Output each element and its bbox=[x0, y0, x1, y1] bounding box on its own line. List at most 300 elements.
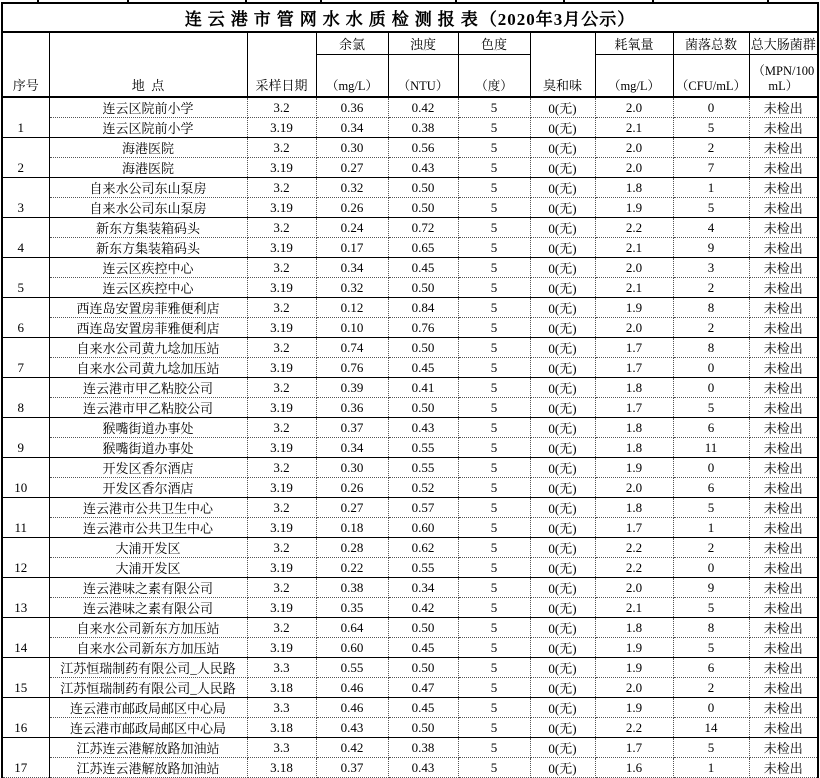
cell-turbidity: 0.57 bbox=[388, 498, 458, 518]
cell-seq: 6 bbox=[2, 298, 49, 338]
cell-colony_count: 8 bbox=[673, 338, 749, 358]
page-title-text: 连云港市管网水水质检测报表 bbox=[184, 10, 484, 29]
cell-seq: 2 bbox=[2, 138, 49, 178]
page-title bbox=[2, 3, 818, 32]
col-header-date: 采样日期 bbox=[247, 32, 316, 97]
cell-total_coliform: 未检出 bbox=[749, 658, 818, 678]
cell-total_coliform: 未检出 bbox=[749, 138, 818, 158]
cell-oxygen_consumption: 1.9 bbox=[595, 298, 673, 318]
cell-date: 3.19 bbox=[247, 198, 316, 218]
cell-odor_taste: 0(无) bbox=[530, 97, 595, 118]
cell-date: 3.2 bbox=[247, 97, 316, 118]
table-row bbox=[2, 358, 818, 378]
cell-location: 连云区疾控中心 bbox=[49, 278, 247, 298]
cell-residual_chlorine: 0.36 bbox=[316, 97, 388, 118]
cell-colony_count: 1 bbox=[673, 178, 749, 198]
cell-colony_count: 5 bbox=[673, 198, 749, 218]
cell-location: 自来水公司新东方加压站 bbox=[49, 618, 247, 638]
table-row bbox=[2, 298, 818, 318]
table-row bbox=[2, 638, 818, 658]
table-row bbox=[2, 398, 818, 418]
cell-turbidity: 0.62 bbox=[388, 538, 458, 558]
cell-odor_taste: 0(无) bbox=[530, 458, 595, 478]
cell-turbidity: 0.76 bbox=[388, 318, 458, 338]
cell-seq: 13 bbox=[2, 578, 49, 618]
cell-total_coliform: 未检出 bbox=[749, 258, 818, 278]
table-row bbox=[2, 158, 818, 178]
cell-turbidity: 0.50 bbox=[388, 618, 458, 638]
cell-colony_count: 2 bbox=[673, 538, 749, 558]
cell-seq: 5 bbox=[2, 258, 49, 298]
cell-location: 开发区香尔酒店 bbox=[49, 478, 247, 498]
cell-odor_taste: 0(无) bbox=[530, 338, 595, 358]
cell-colony_count: 0 bbox=[673, 458, 749, 478]
cell-colony_count: 8 bbox=[673, 618, 749, 638]
table-row bbox=[2, 658, 818, 678]
cell-turbidity: 0.45 bbox=[388, 638, 458, 658]
col-unit-colony-count: （CFU/mL） bbox=[673, 55, 749, 98]
cell-residual_chlorine: 0.35 bbox=[316, 598, 388, 618]
cell-odor_taste: 0(无) bbox=[530, 158, 595, 178]
cell-chroma: 5 bbox=[458, 458, 530, 478]
cell-date: 3.2 bbox=[247, 258, 316, 278]
cell-turbidity: 0.65 bbox=[388, 238, 458, 258]
cell-oxygen_consumption: 2.0 bbox=[595, 258, 673, 278]
cell-total_coliform: 未检出 bbox=[749, 758, 818, 778]
cell-oxygen_consumption: 1.7 bbox=[595, 738, 673, 758]
cell-chroma: 5 bbox=[458, 258, 530, 278]
cell-turbidity: 0.38 bbox=[388, 738, 458, 758]
cell-odor_taste: 0(无) bbox=[530, 578, 595, 598]
cell-total_coliform: 未检出 bbox=[749, 178, 818, 198]
cell-chroma: 5 bbox=[458, 238, 530, 258]
cell-date: 3.19 bbox=[247, 598, 316, 618]
cell-residual_chlorine: 0.22 bbox=[316, 558, 388, 578]
cell-colony_count: 0 bbox=[673, 358, 749, 378]
cell-chroma: 5 bbox=[458, 278, 530, 298]
cell-turbidity: 0.50 bbox=[388, 198, 458, 218]
cell-oxygen_consumption: 2.0 bbox=[595, 478, 673, 498]
cell-chroma: 5 bbox=[458, 138, 530, 158]
cell-oxygen_consumption: 2.0 bbox=[595, 97, 673, 118]
cell-total_coliform: 未检出 bbox=[749, 738, 818, 758]
cell-date: 3.19 bbox=[247, 478, 316, 498]
cell-odor_taste: 0(无) bbox=[530, 178, 595, 198]
cell-residual_chlorine: 0.46 bbox=[316, 698, 388, 718]
cell-chroma: 5 bbox=[458, 678, 530, 698]
cell-oxygen_consumption: 1.8 bbox=[595, 618, 673, 638]
cell-colony_count: 5 bbox=[673, 638, 749, 658]
cell-turbidity: 0.45 bbox=[388, 698, 458, 718]
cell-turbidity: 0.45 bbox=[388, 358, 458, 378]
cell-odor_taste: 0(无) bbox=[530, 438, 595, 458]
cell-oxygen_consumption: 2.0 bbox=[595, 138, 673, 158]
cell-colony_count: 5 bbox=[673, 498, 749, 518]
cell-turbidity: 0.72 bbox=[388, 218, 458, 238]
cell-seq: 12 bbox=[2, 538, 49, 578]
cell-residual_chlorine: 0.30 bbox=[316, 138, 388, 158]
table-row bbox=[2, 238, 818, 258]
cell-chroma: 5 bbox=[458, 738, 530, 758]
cell-turbidity: 0.45 bbox=[388, 258, 458, 278]
table-row bbox=[2, 478, 818, 498]
cell-odor_taste: 0(无) bbox=[530, 738, 595, 758]
cell-date: 3.18 bbox=[247, 718, 316, 738]
table-row bbox=[2, 678, 818, 698]
cell-residual_chlorine: 0.34 bbox=[316, 258, 388, 278]
col-unit-total-coliform-line2: mL） bbox=[768, 79, 799, 93]
cell-odor_taste: 0(无) bbox=[530, 318, 595, 338]
table-row bbox=[2, 698, 818, 718]
cell-turbidity: 0.60 bbox=[388, 518, 458, 538]
cell-oxygen_consumption: 1.8 bbox=[595, 378, 673, 398]
cell-turbidity: 0.34 bbox=[388, 578, 458, 598]
col-unit-total-coliform-line1: （MPN/100 bbox=[752, 64, 815, 78]
cell-colony_count: 2 bbox=[673, 278, 749, 298]
cell-oxygen_consumption: 1.9 bbox=[595, 658, 673, 678]
cell-odor_taste: 0(无) bbox=[530, 278, 595, 298]
cell-oxygen_consumption: 1.9 bbox=[595, 458, 673, 478]
cell-date: 3.2 bbox=[247, 578, 316, 598]
title-row bbox=[2, 3, 818, 32]
table-row bbox=[2, 278, 818, 298]
cell-residual_chlorine: 0.32 bbox=[316, 178, 388, 198]
col-header-residual-chlorine: 余氯 bbox=[316, 32, 388, 55]
cell-total_coliform: 未检出 bbox=[749, 158, 818, 178]
cell-residual_chlorine: 0.37 bbox=[316, 758, 388, 778]
cell-total_coliform: 未检出 bbox=[749, 298, 818, 318]
cell-colony_count: 0 bbox=[673, 558, 749, 578]
cell-location: 西连岛安置房菲雅便利店 bbox=[49, 298, 247, 318]
cell-colony_count: 5 bbox=[673, 398, 749, 418]
cell-location: 自来水公司东山泵房 bbox=[49, 198, 247, 218]
cell-oxygen_consumption: 2.2 bbox=[595, 538, 673, 558]
cell-oxygen_consumption: 2.0 bbox=[595, 678, 673, 698]
cell-chroma: 5 bbox=[458, 758, 530, 778]
cell-location: 连云港味之素有限公司 bbox=[49, 578, 247, 598]
table-row bbox=[2, 578, 818, 598]
cell-total_coliform: 未检出 bbox=[749, 318, 818, 338]
cell-date: 3.19 bbox=[247, 558, 316, 578]
cell-residual_chlorine: 0.76 bbox=[316, 358, 388, 378]
cell-oxygen_consumption: 1.8 bbox=[595, 178, 673, 198]
table-body bbox=[2, 97, 818, 778]
cell-date: 3.3 bbox=[247, 738, 316, 758]
cell-oxygen_consumption: 1.7 bbox=[595, 338, 673, 358]
cell-oxygen_consumption: 2.0 bbox=[595, 318, 673, 338]
table-row bbox=[2, 558, 818, 578]
cell-odor_taste: 0(无) bbox=[530, 378, 595, 398]
cell-location: 海港医院 bbox=[49, 158, 247, 178]
cell-residual_chlorine: 0.27 bbox=[316, 158, 388, 178]
cell-oxygen_consumption: 1.8 bbox=[595, 418, 673, 438]
cell-location: 连云港味之素有限公司 bbox=[49, 598, 247, 618]
table-row bbox=[2, 218, 818, 238]
cell-seq: 16 bbox=[2, 698, 49, 738]
cell-residual_chlorine: 0.55 bbox=[316, 658, 388, 678]
cell-total_coliform: 未检出 bbox=[749, 358, 818, 378]
cell-chroma: 5 bbox=[458, 118, 530, 138]
cell-seq: 14 bbox=[2, 618, 49, 658]
cell-oxygen_consumption: 2.2 bbox=[595, 558, 673, 578]
cell-oxygen_consumption: 1.8 bbox=[595, 438, 673, 458]
cell-total_coliform: 未检出 bbox=[749, 278, 818, 298]
cell-chroma: 5 bbox=[458, 598, 530, 618]
cell-residual_chlorine: 0.34 bbox=[316, 118, 388, 138]
table-row bbox=[2, 718, 818, 738]
cell-colony_count: 4 bbox=[673, 218, 749, 238]
table-row bbox=[2, 338, 818, 358]
col-header-seq: 序号 bbox=[2, 32, 49, 97]
cell-chroma: 5 bbox=[458, 198, 530, 218]
cell-turbidity: 0.50 bbox=[388, 658, 458, 678]
cell-colony_count: 11 bbox=[673, 438, 749, 458]
cell-residual_chlorine: 0.30 bbox=[316, 458, 388, 478]
cell-location: 连云港市邮政局邮区中心局 bbox=[49, 698, 247, 718]
cell-total_coliform: 未检出 bbox=[749, 618, 818, 638]
cell-residual_chlorine: 0.34 bbox=[316, 438, 388, 458]
cell-location: 自来水公司新东方加压站 bbox=[49, 638, 247, 658]
cell-odor_taste: 0(无) bbox=[530, 558, 595, 578]
cell-total_coliform: 未检出 bbox=[749, 578, 818, 598]
cell-location: 连云区院前小学 bbox=[49, 97, 247, 118]
cell-oxygen_consumption: 1.8 bbox=[595, 498, 673, 518]
table-row bbox=[2, 138, 818, 158]
table-row bbox=[2, 118, 818, 138]
cell-colony_count: 2 bbox=[673, 138, 749, 158]
table-row bbox=[2, 758, 818, 778]
cell-turbidity: 0.50 bbox=[388, 278, 458, 298]
cell-odor_taste: 0(无) bbox=[530, 218, 595, 238]
cell-odor_taste: 0(无) bbox=[530, 398, 595, 418]
cell-odor_taste: 0(无) bbox=[530, 418, 595, 438]
cell-date: 3.19 bbox=[247, 118, 316, 138]
table-row bbox=[2, 458, 818, 478]
cell-location: 猴嘴街道办事处 bbox=[49, 438, 247, 458]
cell-location: 西连岛安置房菲雅便利店 bbox=[49, 318, 247, 338]
cell-residual_chlorine: 0.38 bbox=[316, 578, 388, 598]
cell-seq: 11 bbox=[2, 498, 49, 538]
cell-turbidity: 0.52 bbox=[388, 478, 458, 498]
cell-colony_count: 8 bbox=[673, 298, 749, 318]
cell-turbidity: 0.50 bbox=[388, 178, 458, 198]
cell-date: 3.2 bbox=[247, 498, 316, 518]
cell-turbidity: 0.43 bbox=[388, 418, 458, 438]
cell-total_coliform: 未检出 bbox=[749, 198, 818, 218]
cell-colony_count: 0 bbox=[673, 378, 749, 398]
cell-residual_chlorine: 0.74 bbox=[316, 338, 388, 358]
cell-date: 3.19 bbox=[247, 358, 316, 378]
header-row-labels bbox=[2, 32, 818, 55]
cell-residual_chlorine: 0.17 bbox=[316, 238, 388, 258]
cell-chroma: 5 bbox=[458, 438, 530, 458]
cell-turbidity: 0.50 bbox=[388, 718, 458, 738]
cell-date: 3.18 bbox=[247, 758, 316, 778]
cell-seq: 15 bbox=[2, 658, 49, 698]
cell-total_coliform: 未检出 bbox=[749, 398, 818, 418]
table-row bbox=[2, 518, 818, 538]
cell-date: 3.2 bbox=[247, 338, 316, 358]
water-quality-table bbox=[1, 2, 819, 778]
col-header-location: 地 点 bbox=[49, 32, 247, 97]
cell-chroma: 5 bbox=[458, 498, 530, 518]
cell-seq: 1 bbox=[2, 97, 49, 138]
cell-turbidity: 0.55 bbox=[388, 458, 458, 478]
cell-seq: 4 bbox=[2, 218, 49, 258]
cell-turbidity: 0.55 bbox=[388, 438, 458, 458]
cell-chroma: 5 bbox=[458, 478, 530, 498]
cell-total_coliform: 未检出 bbox=[749, 718, 818, 738]
cell-odor_taste: 0(无) bbox=[530, 618, 595, 638]
cell-chroma: 5 bbox=[458, 178, 530, 198]
table-row bbox=[2, 198, 818, 218]
cell-date: 3.2 bbox=[247, 378, 316, 398]
col-header-colony-count: 菌落总数 bbox=[673, 32, 749, 55]
cell-colony_count: 6 bbox=[673, 418, 749, 438]
cell-turbidity: 0.41 bbox=[388, 378, 458, 398]
cell-location: 江苏连云港解放路加油站 bbox=[49, 738, 247, 758]
cell-chroma: 5 bbox=[458, 358, 530, 378]
cell-turbidity: 0.38 bbox=[388, 118, 458, 138]
cell-total_coliform: 未检出 bbox=[749, 478, 818, 498]
cell-turbidity: 0.42 bbox=[388, 598, 458, 618]
cell-oxygen_consumption: 2.1 bbox=[595, 278, 673, 298]
cell-colony_count: 2 bbox=[673, 318, 749, 338]
table-row bbox=[2, 318, 818, 338]
cell-turbidity: 0.50 bbox=[388, 398, 458, 418]
cell-date: 3.19 bbox=[247, 638, 316, 658]
col-header-total-coliform: 总大肠菌群 bbox=[749, 32, 818, 55]
cell-date: 3.19 bbox=[247, 278, 316, 298]
cell-total_coliform: 未检出 bbox=[749, 498, 818, 518]
col-unit-turbidity: （NTU） bbox=[388, 55, 458, 98]
cell-colony_count: 6 bbox=[673, 478, 749, 498]
table-row bbox=[2, 618, 818, 638]
cell-chroma: 5 bbox=[458, 298, 530, 318]
cell-chroma: 5 bbox=[458, 218, 530, 238]
cell-turbidity: 0.55 bbox=[388, 558, 458, 578]
cell-colony_count: 2 bbox=[673, 678, 749, 698]
table-row bbox=[2, 598, 818, 618]
cell-odor_taste: 0(无) bbox=[530, 658, 595, 678]
cell-date: 3.2 bbox=[247, 458, 316, 478]
cell-location: 大浦开发区 bbox=[49, 558, 247, 578]
cell-chroma: 5 bbox=[458, 338, 530, 358]
cell-residual_chlorine: 0.60 bbox=[316, 638, 388, 658]
cell-seq: 7 bbox=[2, 338, 49, 378]
table-header bbox=[2, 3, 818, 97]
cell-location: 大浦开发区 bbox=[49, 538, 247, 558]
cell-colony_count: 3 bbox=[673, 258, 749, 278]
cell-residual_chlorine: 0.32 bbox=[316, 278, 388, 298]
cell-residual_chlorine: 0.26 bbox=[316, 198, 388, 218]
cell-location: 连云区院前小学 bbox=[49, 118, 247, 138]
cell-date: 3.19 bbox=[247, 238, 316, 258]
cell-chroma: 5 bbox=[458, 558, 530, 578]
cell-odor_taste: 0(无) bbox=[530, 698, 595, 718]
page-title-period: （2020年3月公示） bbox=[479, 10, 636, 29]
cell-total_coliform: 未检出 bbox=[749, 218, 818, 238]
table-row bbox=[2, 97, 818, 118]
cell-chroma: 5 bbox=[458, 638, 530, 658]
cell-chroma: 5 bbox=[458, 158, 530, 178]
cell-date: 3.2 bbox=[247, 178, 316, 198]
col-unit-residual-chlorine: （mg/L） bbox=[316, 55, 388, 98]
cell-oxygen_consumption: 2.2 bbox=[595, 218, 673, 238]
cell-date: 3.19 bbox=[247, 438, 316, 458]
cell-oxygen_consumption: 2.1 bbox=[595, 238, 673, 258]
cell-total_coliform: 未检出 bbox=[749, 638, 818, 658]
cell-turbidity: 0.42 bbox=[388, 97, 458, 118]
cell-colony_count: 6 bbox=[673, 658, 749, 678]
cell-total_coliform: 未检出 bbox=[749, 558, 818, 578]
cell-colony_count: 1 bbox=[673, 518, 749, 538]
cell-oxygen_consumption: 2.2 bbox=[595, 718, 673, 738]
cell-total_coliform: 未检出 bbox=[749, 238, 818, 258]
cell-total_coliform: 未检出 bbox=[749, 418, 818, 438]
col-header-chroma: 色度 bbox=[458, 32, 530, 55]
cell-colony_count: 1 bbox=[673, 758, 749, 778]
cell-location: 连云港市邮政局邮区中心局 bbox=[49, 718, 247, 738]
cell-total_coliform: 未检出 bbox=[749, 338, 818, 358]
cell-location: 江苏连云港解放路加油站 bbox=[49, 758, 247, 778]
cell-seq: 3 bbox=[2, 178, 49, 218]
cell-residual_chlorine: 0.64 bbox=[316, 618, 388, 638]
cell-oxygen_consumption: 2.0 bbox=[595, 158, 673, 178]
table-row bbox=[2, 738, 818, 758]
cell-colony_count: 14 bbox=[673, 718, 749, 738]
cell-odor_taste: 0(无) bbox=[530, 118, 595, 138]
cell-odor_taste: 0(无) bbox=[530, 638, 595, 658]
cell-seq: 8 bbox=[2, 378, 49, 418]
cell-odor_taste: 0(无) bbox=[530, 758, 595, 778]
cell-residual_chlorine: 0.36 bbox=[316, 398, 388, 418]
cell-residual_chlorine: 0.46 bbox=[316, 678, 388, 698]
cell-residual_chlorine: 0.10 bbox=[316, 318, 388, 338]
cell-date: 3.18 bbox=[247, 678, 316, 698]
cell-date: 3.19 bbox=[247, 398, 316, 418]
col-unit-oxygen-consumption: （mg/L） bbox=[595, 55, 673, 98]
cell-residual_chlorine: 0.26 bbox=[316, 478, 388, 498]
cell-location: 新东方集装箱码头 bbox=[49, 238, 247, 258]
cell-date: 3.3 bbox=[247, 698, 316, 718]
cell-total_coliform: 未检出 bbox=[749, 598, 818, 618]
cell-odor_taste: 0(无) bbox=[530, 538, 595, 558]
cell-turbidity: 0.50 bbox=[388, 338, 458, 358]
col-header-oxygen-consumption: 耗氧量 bbox=[595, 32, 673, 55]
cell-location: 猴嘴街道办事处 bbox=[49, 418, 247, 438]
cell-oxygen_consumption: 1.6 bbox=[595, 758, 673, 778]
cell-date: 3.2 bbox=[247, 218, 316, 238]
cell-chroma: 5 bbox=[458, 398, 530, 418]
cell-chroma: 5 bbox=[458, 318, 530, 338]
col-header-turbidity: 浊度 bbox=[388, 32, 458, 55]
cell-location: 开发区香尔酒店 bbox=[49, 458, 247, 478]
cell-date: 3.19 bbox=[247, 518, 316, 538]
cell-date: 3.2 bbox=[247, 618, 316, 638]
table-row bbox=[2, 538, 818, 558]
cell-location: 自来水公司东山泵房 bbox=[49, 178, 247, 198]
cell-colony_count: 9 bbox=[673, 238, 749, 258]
cell-location: 自来水公司黄九埝加压站 bbox=[49, 358, 247, 378]
cell-date: 3.2 bbox=[247, 138, 316, 158]
cell-oxygen_consumption: 1.9 bbox=[595, 698, 673, 718]
cell-total_coliform: 未检出 bbox=[749, 97, 818, 118]
cell-colony_count: 0 bbox=[673, 698, 749, 718]
cell-colony_count: 5 bbox=[673, 738, 749, 758]
col-unit-total-coliform bbox=[749, 55, 818, 98]
cell-total_coliform: 未检出 bbox=[749, 458, 818, 478]
